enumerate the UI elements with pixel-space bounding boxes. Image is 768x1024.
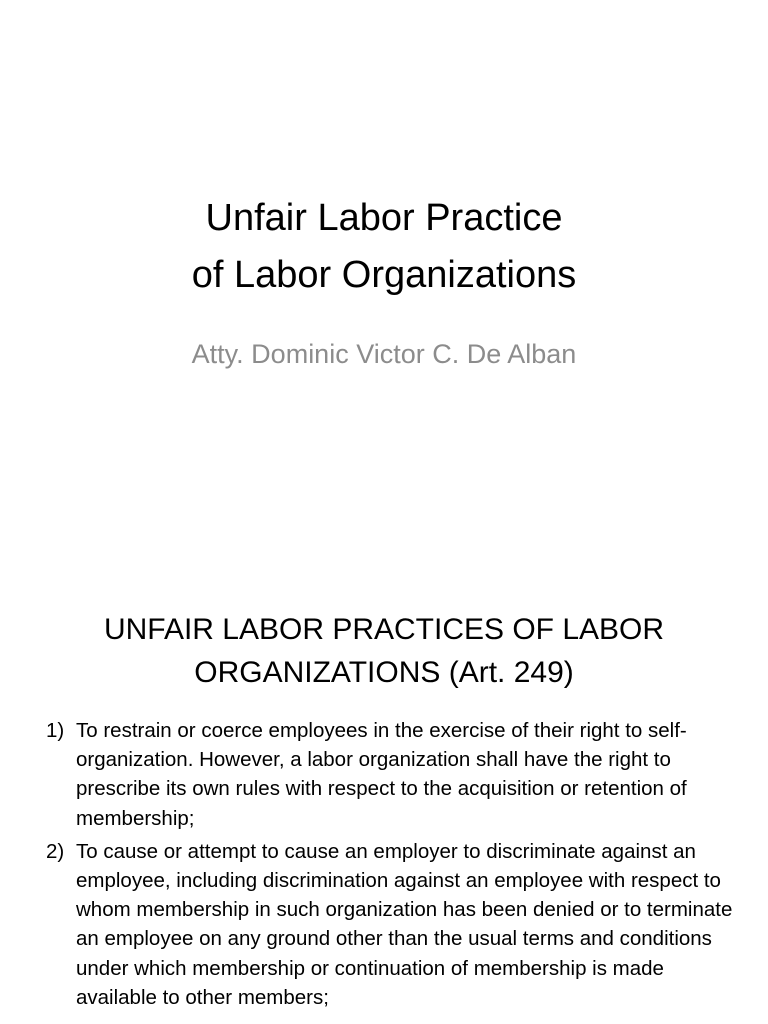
content-heading-line-2: ORGANIZATIONS (Art. 249) [194,656,574,689]
list-item-text: To restrain or coerce employees in the exercise of their right to self-organization. However, a labor organization shall have the right to prescribe its own rules with respect to the acquisition or retention of membership; [76,719,687,830]
slide-title-line-2: of Labor Organizations [191,254,577,296]
slide-title [0,190,768,304]
slide-subtitle-author: Atty. Dominic Victor C. De Alban [191,339,577,369]
content-heading-line-1: UNFAIR LABOR PRACTICES OF LABOR [103,613,665,646]
list-item [46,716,746,833]
list-item-number: 2) [46,839,65,863]
list-item [46,837,746,1012]
list-item-number: 1) [46,719,65,742]
content-slide-heading [0,608,768,694]
ulp-numbered-list [46,716,746,1016]
slide-title-line-1: Unfair Labor Practice [205,197,563,239]
content-slide [0,576,768,1024]
list-item-text: To cause or attempt to cause an employer to discriminate against an employee, including discrimination against an employee with respect to whom membership in such organization has been denied or to terminate an employee on any ground other than the usual terms and conditions under which membership or continuation of membership is made available to other members; [76,839,733,1009]
